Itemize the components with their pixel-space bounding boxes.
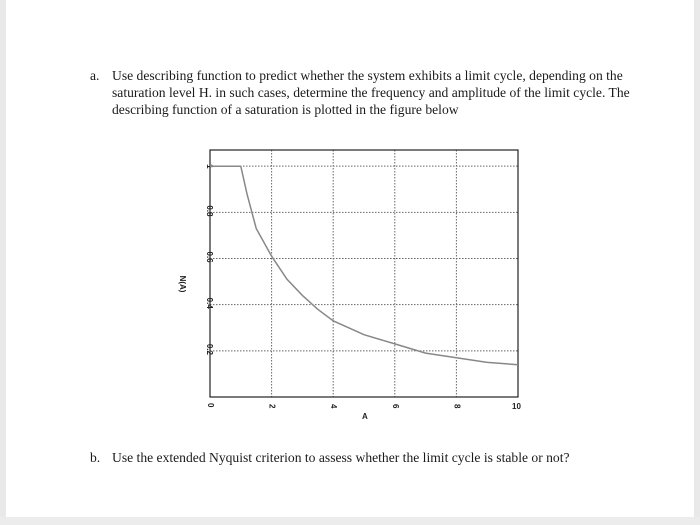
chart-x-tick-label: 4: [329, 404, 339, 409]
chart-x-tick-label: 8: [452, 404, 462, 409]
question-b-text: Use the extended Nyquist criterion to assess whether the limit cycle is stable or not?: [112, 450, 570, 465]
chart-series-line: [210, 166, 518, 365]
chart-y-axis-label: N(A): [178, 275, 187, 293]
question-a-text: Use describing function to predict whether the system exhibits a limit cycle, depending on the saturation level H. in such cases, determine the frequency and amplitude of the limit cycle. The describing function of a saturation is plotted in the figure below: [112, 68, 630, 117]
chart-x-tick-label: 6: [390, 404, 400, 409]
chart-y-tick-label: 1: [205, 164, 214, 169]
chart-x-axis-label: A: [362, 412, 368, 421]
chart-ticks: [205, 164, 521, 411]
question-a: [90, 67, 655, 118]
chart-x-tick-label: 10: [512, 402, 521, 411]
question-a-marker: a.: [90, 68, 100, 83]
chart-y-tick-label: 0.2: [205, 343, 214, 355]
chart-x-tick-label: 2: [267, 404, 277, 409]
describing-function-chart: [160, 140, 540, 430]
chart-x-tick-label: 0: [206, 403, 215, 408]
page-frame-bottom: [0, 517, 700, 525]
question-b: [90, 449, 655, 466]
chart-y-tick-label: 0.6: [205, 251, 214, 263]
question-b-marker: b.: [90, 450, 101, 465]
page-frame-right: [694, 0, 700, 525]
chart-y-tick-label: 0.8: [205, 205, 214, 217]
page-frame-left: [0, 0, 6, 525]
chart-y-tick-label: 0.4: [205, 297, 214, 309]
